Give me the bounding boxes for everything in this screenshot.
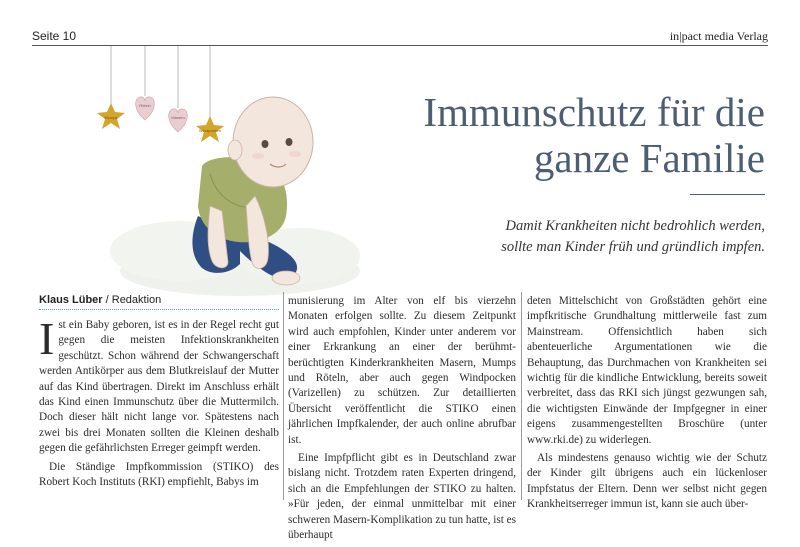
article-title: [390, 89, 765, 181]
publisher-name: in|pact media Verlag: [669, 29, 768, 43]
column-divider: [521, 292, 522, 500]
mobile-star-icon: [196, 116, 224, 142]
byline-rule: [39, 309, 279, 310]
page-number: Seite 10: [32, 29, 77, 43]
svg-text:Mumps: Mumps: [104, 115, 118, 120]
svg-text:Röteln: Röteln: [139, 103, 151, 108]
paragraph: Als mindestens genauso wichtig wie der Schutz der Kinder gilt übrigens auch ein lückenloser Impfstatus der Eltern. Denn wer selbst nicht gegen Krankheitserreger immun ist, kann sie auch über-: [527, 452, 767, 511]
author-role: / Redaktion: [102, 294, 162, 306]
lede-line: sollte man Kinder früh und gründlich impfen.: [501, 239, 765, 255]
article-title-line: Immunschutz für die: [423, 89, 765, 135]
paragraph: munisierung im Alter von elf bis vierzehn Monaten erfolgen sollte. Zu diesem Zeitpunkt wird auch empfohlen, Kinder unter anderem vor einer Erkrankung an einer der berühmt-berüchtigten Kinderkrankheiten Masern, Mumps und Röteln, aber auch gegen Windpocken (Varizellen) zu schützen. Zur detaillierten Übersicht veröffentlicht die STIKO einen jährlichen Impfkalender, der auch online abrufbar ist.: [288, 295, 516, 446]
paragraph-text: st ein Baby geboren, ist es in der Regel recht gut gegen die meisten Infektionskrankheiten geschützt. Schon während der Schwangerschaft werden Antikörper aus dem Blutkreislauf der Mutter auf das Kind übertragen. Direkt im Anschluss erhält das Kind einen Immunschutz über die Muttermilch. Doch dieser hält nicht lange vor. Spätestens nach zwei bis drei Monaten sollten die Kleinen deshalb gegen die gefährlichsten Erreger geimpft werden.: [39, 319, 279, 455]
svg-text:Windpocken: Windpocken: [198, 128, 222, 133]
title-rule: [690, 194, 765, 195]
article-lede: [440, 216, 765, 258]
drop-cap: I: [39, 313, 55, 364]
article-column-3: [527, 294, 767, 516]
mobile-heart-icon: [136, 97, 155, 120]
mobile-heart-icon: [169, 109, 188, 132]
paragraph: Eine Impfpflicht gibt es in Deutschland zwar bislang nicht. Trotzdem raten Experten dringend, sich an die Empfehlungen der STIKO zu halten. »Für jeden, der einmal unmittelbar mit einer schweren Masern-Komplikation zu tun hatte, ist es überhaupt: [288, 452, 516, 542]
byline: [39, 294, 279, 306]
lede-line: Damit Krankheiten nicht bedrohlich werden,: [505, 218, 765, 234]
paragraph: Die Ständige Impfkommission (STIKO) des Robert Koch Instituts (RKI) empfiehlt, Babys im: [39, 460, 279, 489]
svg-text:Masern: Masern: [171, 115, 185, 120]
column-divider: [283, 292, 284, 500]
mobile-star-icon: [97, 103, 125, 129]
page-header: [32, 29, 768, 45]
author-name: Klaus Lüber: [39, 294, 103, 306]
article-column-1: [39, 313, 279, 493]
article-title-line: ganze Familie: [533, 135, 765, 181]
article-column-2: [288, 294, 516, 547]
paragraph: deten Mittelschicht von Großstädten gehört eine impfkritische Grundhaltung mittlerweile fast zum Mainstream. Offensichtlich haben sich abenteuerliche Argumentationen wie die Behauptung, das Durchmachen von Krankheiten sei wichtig für die kindliche Entwicklung, bereits soweit verbreitet, dass das RKI sich jüngst gezwungen sah, die wichtigsten Einwände der Impfgegner in einer eigens zusammengestellten Broschüre (unter www.rki.de) zu widerlegen.: [527, 295, 767, 446]
paragraph: [39, 313, 279, 457]
baby-illustration: [90, 46, 370, 296]
